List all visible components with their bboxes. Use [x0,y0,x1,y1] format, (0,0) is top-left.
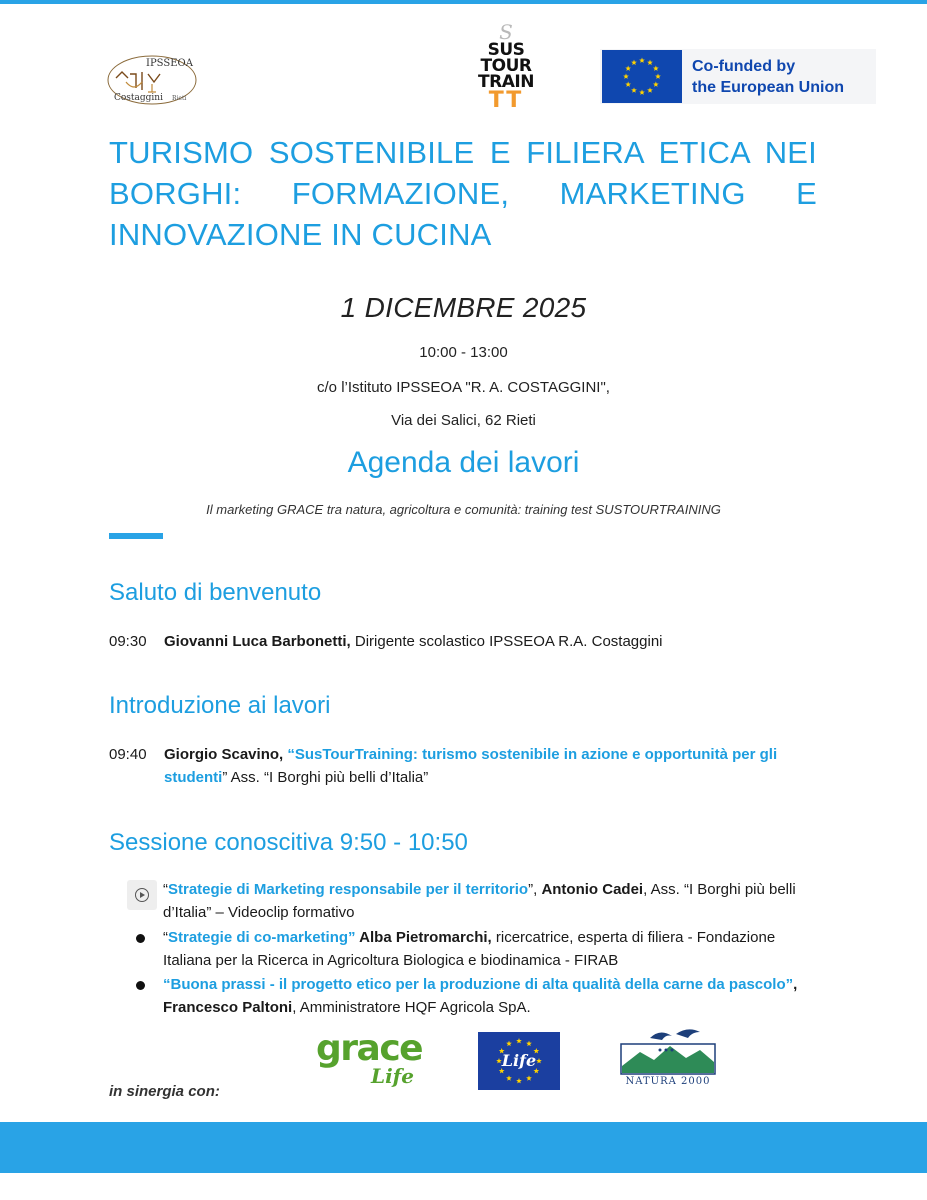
ipsseoa-logo-sub: Costaggini [114,93,163,103]
eu-star-icon [625,82,631,87]
grace-logo-word: grace [316,1028,423,1069]
grace-logo-sub: Life [371,1064,414,1088]
speaker-role: Dirigente scolastico IPSSEOA R.A. Costaggini [350,633,663,650]
speaker-name: Giorgio Scavino, [164,746,288,763]
sinergia-label: in sinergia con: [109,1083,220,1100]
speaker-name: , Francesco Paltoni [163,976,798,1016]
section-heading-session: Sessione conoscitiva 9:50 - 10:50 [109,829,468,856]
agenda-row-welcome [109,630,809,654]
speaker-name: Antonio Cadei [541,881,644,898]
eu-star-icon [623,74,629,79]
eu-star-icon [526,1075,532,1080]
sustour-tt-mark: TT [488,88,524,113]
eu-life-logo [478,1032,560,1090]
ipsseoa-logo [106,52,198,108]
speaker-role: , Amministratore HQF Agricola SpA. [292,999,531,1016]
grace-life-logo [316,1030,422,1094]
eu-star-icon [639,58,645,63]
eu-star-icon [639,90,645,95]
eu-star-icon [653,66,659,71]
eu-cofunded-text [692,56,844,98]
speaker-name: Giovanni Luca Barbonetti, [164,633,351,650]
session-item-text [163,973,813,1019]
sustour-word-1: SUS [487,40,525,60]
session-item-text [163,926,813,972]
session-item [109,878,819,926]
agenda-title: Agenda dei lavori [347,446,580,479]
talk-org: ” Ass. “I Borghi più belli d’Italia” [222,769,429,786]
speaker-role: , Ass. “I Borghi più belli d’Italia” – Videoclip formativo [163,881,796,921]
top-accent-bar [0,0,927,4]
natura-2000-logo [620,1026,716,1092]
speaker-role: ricercatrice, esperta di filiera - Fondazione Italiana per la Ricerca in Agricoltura Biologica e biodinamica - FIRAB [163,929,776,969]
event-address: Via dei Salici, 62 Rieti [391,412,536,429]
eu-star-icon [536,1058,542,1063]
eu-star-icon [653,82,659,87]
quote-close: ”, [528,881,542,898]
bullet-dot-icon [136,934,145,943]
bottom-accent-bar [0,1122,927,1173]
eu-cofunded-badge [600,49,876,104]
bullet-dot-icon [136,981,145,990]
event-time: 10:00 - 13:00 [419,344,508,361]
event-venue: c/o l’Istituto IPSSEOA "R. A. COSTAGGINI", [317,379,610,396]
session-item-text [163,878,813,924]
agenda-subtitle: Il marketing GRACE tra natura, agricoltura e comunità: training test SUSTOURTRAINING [206,502,721,517]
eu-star-icon [647,87,653,92]
section-heading-welcome: Saluto di benvenuto [109,579,322,606]
event-date: 1 DICEMBRE 2025 [340,292,587,323]
main-title: TURISMO SOSTENIBILE E FILIERA ETICA NEI BORGHI: FORMAZIONE, MARKETING E INNOVAZIONE IN CUCINA [109,135,817,252]
ipsseoa-logo-name: IPSSEOA [146,58,193,69]
eu-star-icon [516,1038,522,1043]
talk-title: Strategie di co-marketing” [168,929,356,946]
agenda-text [164,630,663,653]
quote-open: “ [163,881,168,898]
agenda-time: 09:40 [109,746,147,763]
quote-open: “ [163,929,168,946]
sustour-word-2: TOUR [480,56,532,76]
eu-star-icon [506,1041,512,1046]
sustour-s-mark: S [499,20,513,44]
section-heading-intro: Introduzione ai lavori [109,692,331,719]
eu-star-icon [655,74,661,79]
ipsseoa-logo-city: Rieti [172,95,187,102]
session-item [109,926,819,974]
agenda-time: 09:30 [109,633,147,650]
talk-title: “Buona prassi - il progetto etico per la produzione di alta qualità della carne da pascolo” [163,976,794,993]
eu-cofunded-line1: Co-funded by [692,57,796,75]
eu-star-icon [631,87,637,92]
eu-star-icon [526,1041,532,1046]
life-logo-word: Life [501,1051,537,1070]
accent-divider [109,533,163,539]
speaker-name: Alba Pietromarchi, [355,929,492,946]
eu-star-icon [631,60,637,65]
agenda-row-intro [109,743,819,791]
eu-star-icon [647,60,653,65]
session-item [109,973,819,1021]
eu-flag-icon [602,50,682,103]
talk-title: “SusTourTraining: turismo sostenibile in azione e opportunità per gli studenti [164,746,778,786]
eu-cofunded-line2: the European Union [692,78,844,96]
eu-star-icon [516,1078,522,1083]
talk-title: Strategie di Marketing responsabile per il territorio [168,881,529,898]
sustourtrain-logo [478,22,534,128]
eu-star-icon [506,1075,512,1080]
agenda-text [164,743,819,789]
natura-logo-word: NATURA 2000 [625,1076,711,1087]
sustour-word-3: TRAIN [478,72,534,92]
play-circle-icon[interactable] [127,880,157,910]
eu-star-icon [625,66,631,71]
